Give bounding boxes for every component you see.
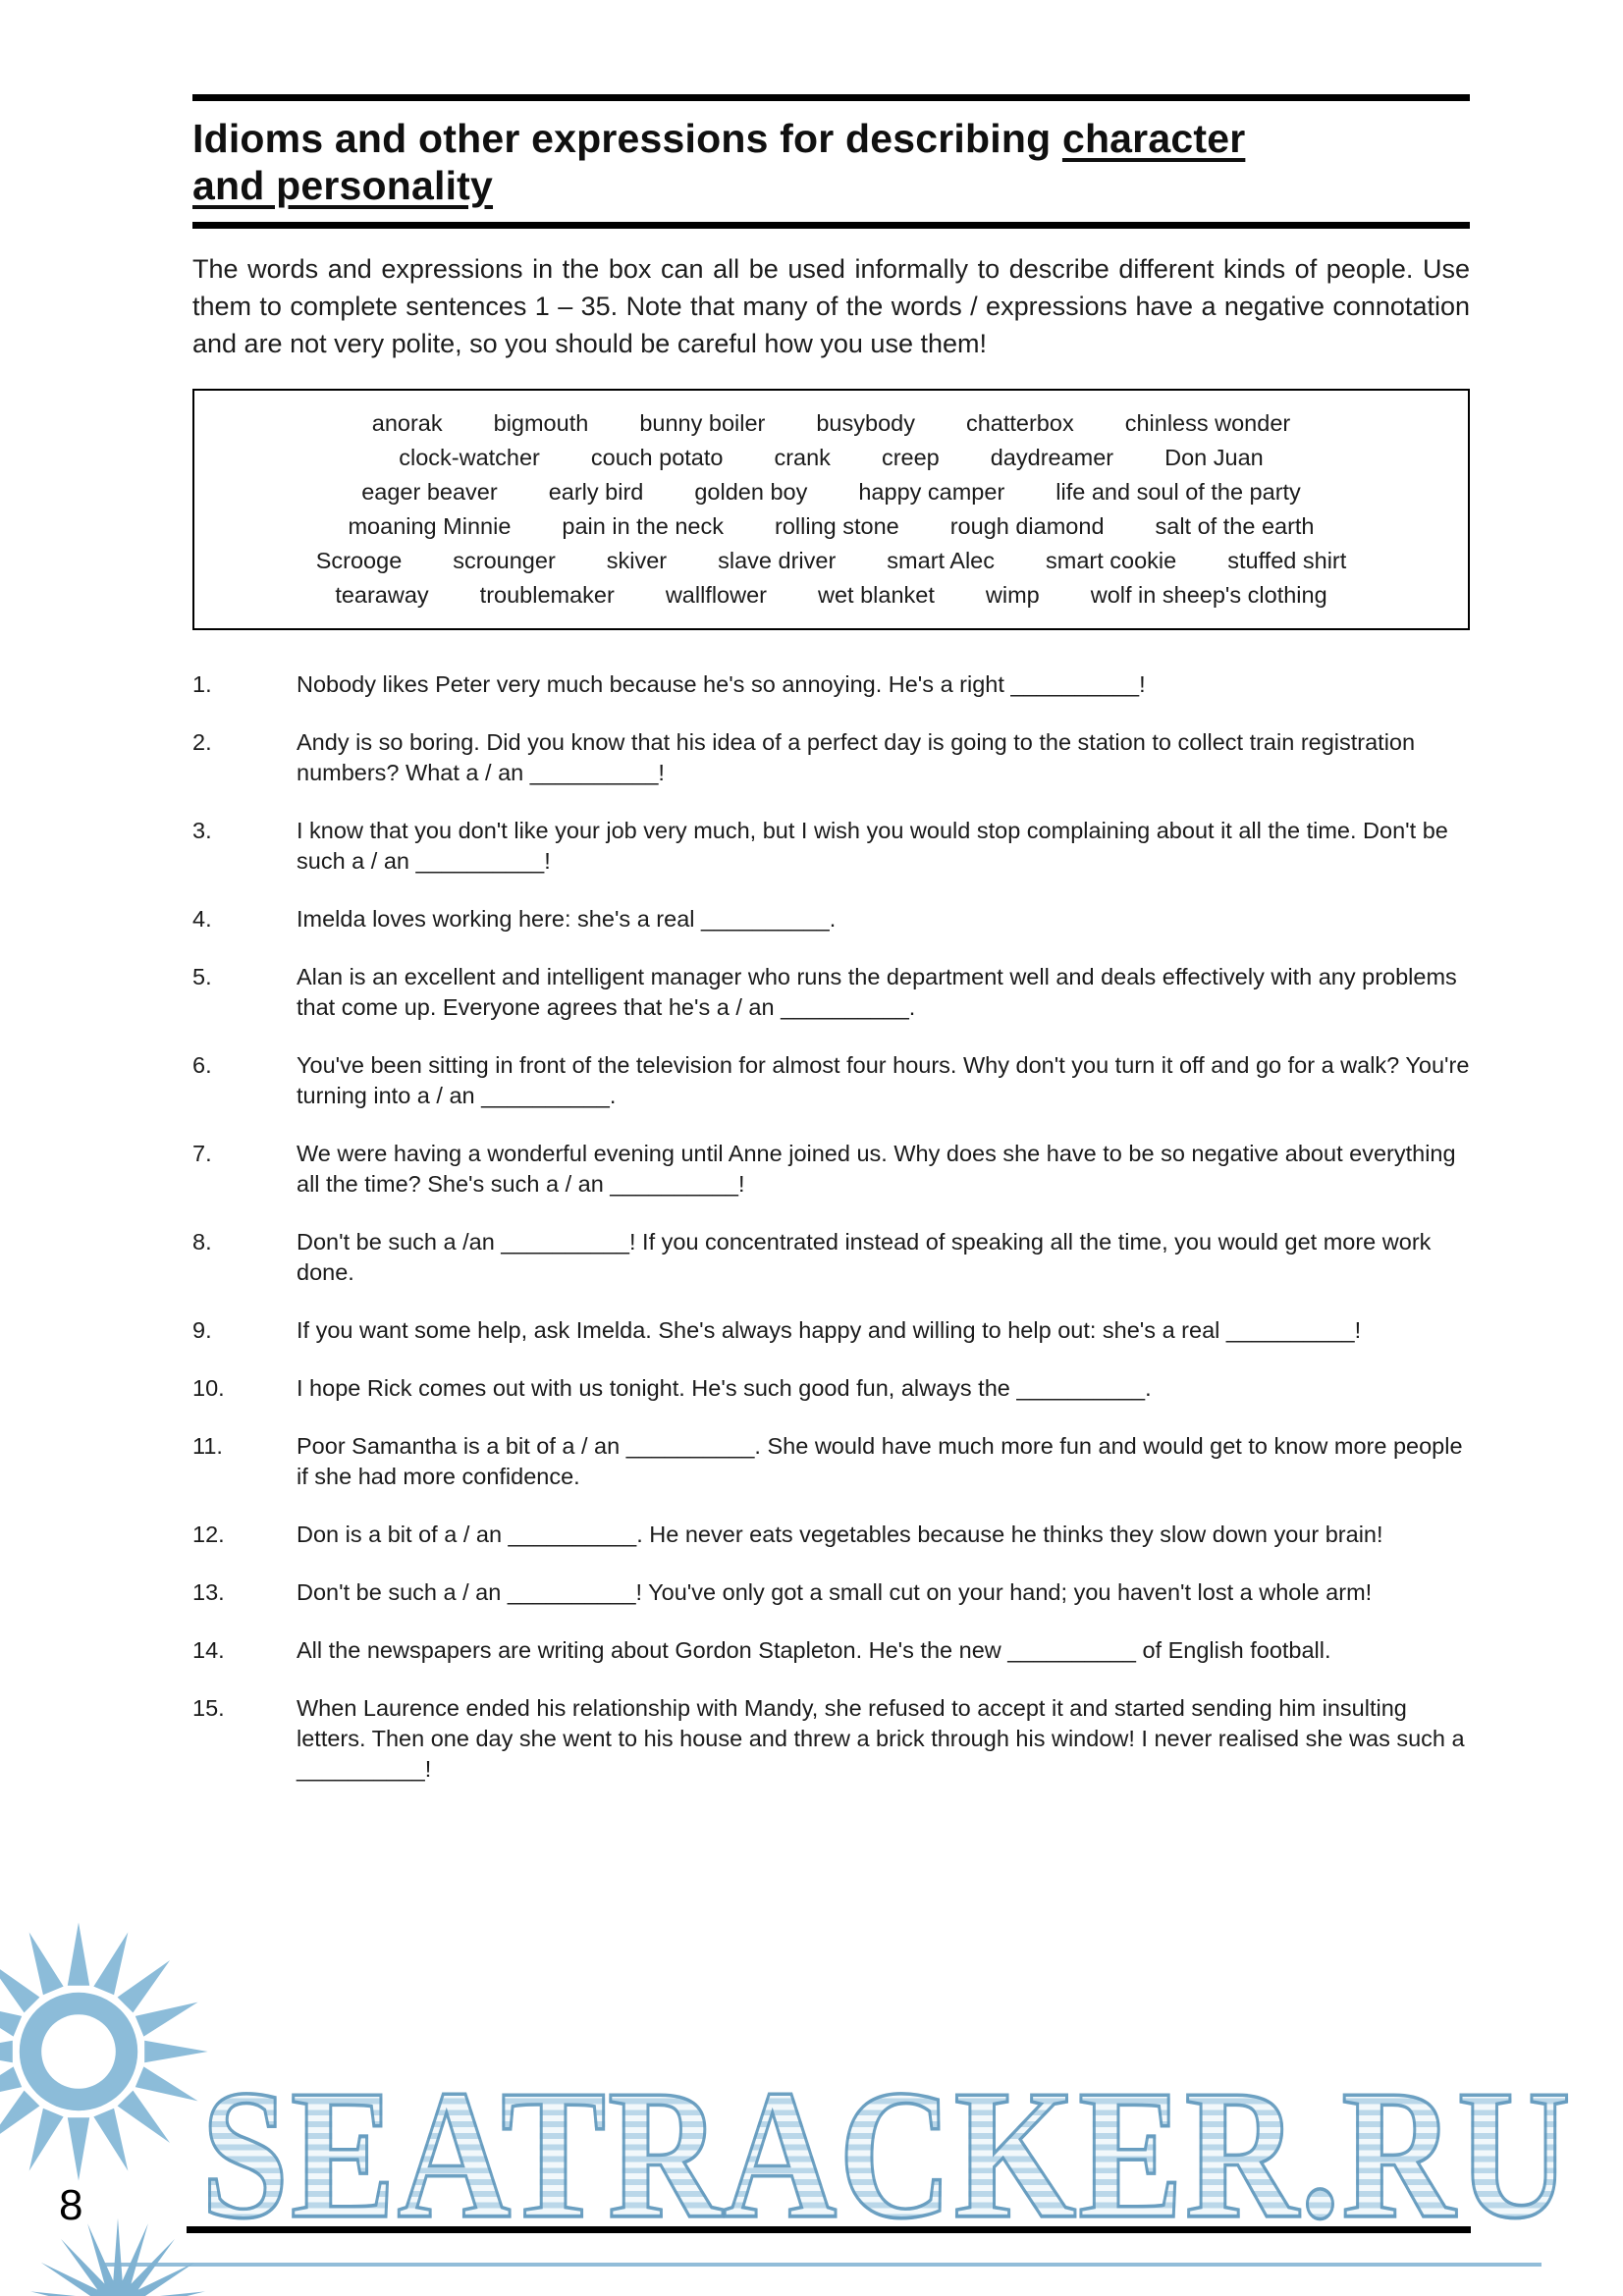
question-text: Andy is so boring. Did you know that his idea of a perfect day is going to the station to collect train registration numbers? What a / an __________! <box>297 728 1416 785</box>
question-number: 9. <box>192 1316 212 1343</box>
question-item <box>192 1315 1470 1346</box>
question-text: Poor Samantha is a bit of a / an __________. She would have much more fun and would get to know more people if she had more confidence. <box>297 1432 1463 1489</box>
question-text: You've been sitting in front of the television for almost four hours. Why don't you turn it off and go for a walk? You're turning into a / an __________. <box>297 1051 1470 1108</box>
question-item <box>192 1693 1470 1785</box>
content-column <box>192 94 1470 1812</box>
starburst-icon <box>15 2204 221 2296</box>
watermark: SEATRACKER.RU <box>201 2051 1573 2258</box>
word-item: creep <box>881 444 940 470</box>
word-item: salt of the earth <box>1155 512 1315 539</box>
question-item <box>192 1520 1470 1550</box>
word-item: tearaway <box>335 581 429 608</box>
question-list <box>192 669 1470 1785</box>
word-item: wallflower <box>665 581 767 608</box>
question-number: 11. <box>192 1432 223 1459</box>
word-item: daydreamer <box>990 444 1114 470</box>
word-item: bunny boiler <box>639 409 766 436</box>
question-number: 14. <box>192 1636 225 1663</box>
word-box <box>192 389 1470 630</box>
word-box-row <box>216 441 1446 475</box>
word-item: pain in the neck <box>562 512 725 539</box>
question-number: 8. <box>192 1228 212 1255</box>
word-item: life and soul of the party <box>1055 478 1301 505</box>
question-item <box>192 1431 1470 1492</box>
word-box-row <box>216 406 1446 441</box>
question-number: 2. <box>192 728 212 755</box>
title-underlined-part2: and personality <box>192 163 494 209</box>
word-item: Scrooge <box>315 547 403 573</box>
question-text: I hope Rick comes out with us tonight. He's such good fun, always the __________. <box>297 1374 1152 1401</box>
question-number: 5. <box>192 963 212 989</box>
question-text: When Laurence ended his relationship with Mandy, she refused to accept it and started sending him insulting letters. Then one day she went to his house and threw a brick through his window! I never realised she was such a __________! <box>297 1694 1465 1782</box>
question-text: Don't be such a /an __________! If you concentrated instead of speaking all the time, you would get more work done. <box>297 1228 1432 1285</box>
question-number: 15. <box>192 1694 225 1721</box>
question-item <box>192 727 1470 788</box>
word-item: busybody <box>816 409 915 436</box>
question-text: Imelda loves working here: she's a real __________. <box>297 905 837 932</box>
question-text: Don't be such a / an __________! You've only got a small cut on your hand; you haven't lost a whole arm! <box>297 1578 1373 1605</box>
word-item: anorak <box>371 409 443 436</box>
word-item: Don Juan <box>1164 444 1264 470</box>
page-title <box>192 115 1470 210</box>
question-text: Don is a bit of a / an __________. He never eats vegetables because he thinks they slow down your brain! <box>297 1521 1383 1547</box>
intro-paragraph: The words and expressions in the box can all be used informally to describe different kinds of people. Use them to complete sentences 1 – 35. Note that many of the words / expressions have a negative connotation and are not very polite, so you should be careful how you use them! <box>192 253 1470 359</box>
word-item: scrounger <box>453 547 556 573</box>
word-item: crank <box>774 444 831 470</box>
word-item: smart Alec <box>887 547 995 573</box>
word-item: smart cookie <box>1046 547 1177 573</box>
question-text: Alan is an excellent and intelligent manager who runs the department well and deals effectively with any problems that come up. Everyone agrees that he's a / an __________. <box>297 963 1457 1020</box>
question-item <box>192 1373 1470 1404</box>
question-text: I know that you don't like your job very much, but I wish you would stop complaining about it all the time. Don't be such a / an __________! <box>297 817 1448 874</box>
word-item: clock-watcher <box>399 444 540 470</box>
sun-icon <box>0 1914 216 2189</box>
word-item: happy camper <box>858 478 1005 505</box>
question-number: 3. <box>192 817 212 843</box>
word-box-row <box>216 544 1446 578</box>
word-item: skiver <box>606 547 668 573</box>
question-number: 4. <box>192 905 212 932</box>
word-item: eager beaver <box>361 478 498 505</box>
question-item <box>192 816 1470 877</box>
footer-blue-line <box>103 2263 1542 2267</box>
question-item <box>192 962 1470 1023</box>
word-item: rolling stone <box>775 512 899 539</box>
question-text: We were having a wonderful evening until Anne joined us. Why does she have to be so negative about everything all the time? She's such a / an __________! <box>297 1140 1456 1197</box>
word-item: wet blanket <box>818 581 935 608</box>
question-text: If you want some help, ask Imelda. She's always happy and willing to help out: she's a real __________! <box>297 1316 1362 1343</box>
question-number: 12. <box>192 1521 225 1547</box>
page-number: 8 <box>59 2181 83 2229</box>
word-item: bigmouth <box>493 409 589 436</box>
question-item <box>192 904 1470 934</box>
word-box-row <box>216 509 1446 544</box>
question-number: 6. <box>192 1051 212 1078</box>
title-bottom-rule <box>192 222 1470 229</box>
word-item: wolf in sheep's clothing <box>1090 581 1327 608</box>
word-item: chinless wonder <box>1124 409 1291 436</box>
question-text: Nobody likes Peter very much because he's so annoying. He's a right __________! <box>297 670 1146 697</box>
question-number: 1. <box>192 670 212 697</box>
question-item <box>192 1227 1470 1288</box>
word-item: moaning Minnie <box>348 512 512 539</box>
question-number: 10. <box>192 1374 225 1401</box>
question-number: 13. <box>192 1578 225 1605</box>
question-item <box>192 669 1470 700</box>
question-number: 7. <box>192 1140 212 1166</box>
word-item: golden boy <box>694 478 808 505</box>
word-item: rough diamond <box>949 512 1105 539</box>
question-item <box>192 1139 1470 1200</box>
question-item <box>192 1635 1470 1666</box>
word-item: stuffed shirt <box>1227 547 1347 573</box>
word-item: slave driver <box>718 547 837 573</box>
question-text: All the newspapers are writing about Gordon Stapleton. He's the new __________ of English football. <box>297 1636 1331 1663</box>
title-underlined-part1: character <box>1061 116 1246 161</box>
word-item: troublemaker <box>479 581 615 608</box>
question-item <box>192 1577 1470 1608</box>
word-box-row <box>216 475 1446 509</box>
word-item: early bird <box>548 478 644 505</box>
word-item: wimp <box>985 581 1040 608</box>
word-item: chatterbox <box>965 409 1074 436</box>
question-item <box>192 1050 1470 1111</box>
word-box-row <box>216 578 1446 613</box>
word-item: couch potato <box>590 444 724 470</box>
top-rule <box>192 94 1470 101</box>
title-text: Idioms and other expressions for describing <box>192 116 1062 161</box>
